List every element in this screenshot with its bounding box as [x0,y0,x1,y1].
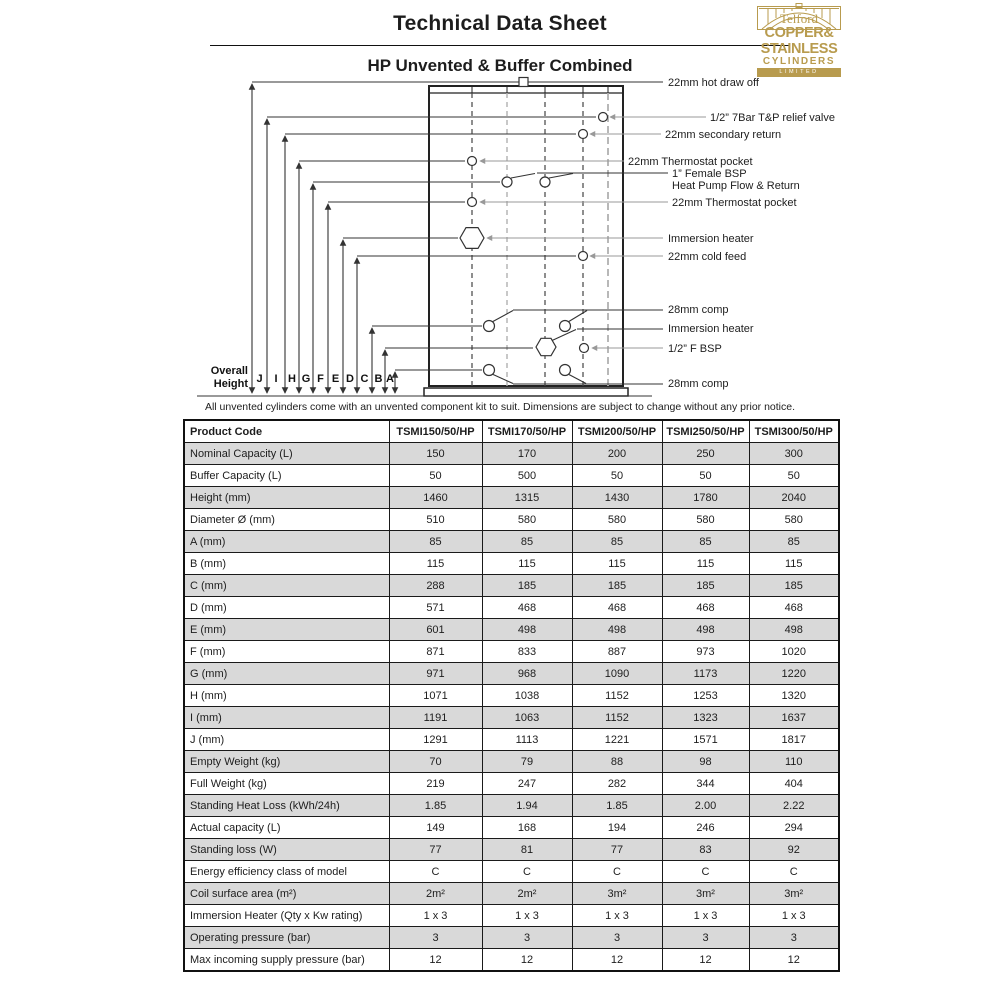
cell-value: 168 [482,817,572,839]
table-row [184,509,839,531]
cell-value: C [482,861,572,883]
dimension-letter: C [360,373,369,385]
dimension-letter: A [386,373,394,385]
cell-value: 1780 [662,487,749,509]
cell-value: 1090 [572,663,662,685]
cell-value: 468 [572,597,662,619]
row-label: Operating pressure (bar) [184,927,389,949]
cell-value: 246 [662,817,749,839]
cell-value: 1220 [749,663,839,685]
cell-value: 12 [572,949,662,972]
row-label: F (mm) [184,641,389,663]
cell-value: 498 [572,619,662,641]
cell-value: 1.85 [572,795,662,817]
cell-value: 833 [482,641,572,663]
cell-value: 1113 [482,729,572,751]
cell-value: C [662,861,749,883]
cell-value: 185 [749,575,839,597]
row-label: Diameter Ø (mm) [184,509,389,531]
table-row [184,531,839,553]
cell-value: 85 [389,531,482,553]
dimension-letter: I [274,373,278,385]
cell-value: 194 [572,817,662,839]
row-label: Nominal Capacity (L) [184,443,389,465]
cell-value: 580 [749,509,839,531]
row-label: Full Weight (kg) [184,773,389,795]
cell-value: 110 [749,751,839,773]
row-label: Actual capacity (L) [184,817,389,839]
cell-value: 580 [482,509,572,531]
cell-value: 971 [389,663,482,685]
cell-value: C [749,861,839,883]
row-label: Immersion Heater (Qty x Kw rating) [184,905,389,927]
cell-value: 81 [482,839,572,861]
dimension-letter: B [374,373,383,385]
table-row [184,663,839,685]
cell-value: 498 [482,619,572,641]
table-row [184,619,839,641]
dimension-letter: F [317,373,324,385]
table-row [184,949,839,972]
cell-value: 2.00 [662,795,749,817]
column-header-model: TSMI150/50/HP [389,420,482,443]
cell-value: 288 [389,575,482,597]
row-label: E (mm) [184,619,389,641]
cell-value: 85 [749,531,839,553]
callout-cold-feed: 22mm cold feed [668,251,747,263]
cell-value: 83 [662,839,749,861]
spec-table [183,419,840,972]
cell-value: 92 [749,839,839,861]
cell-value: 185 [662,575,749,597]
cell-value: 3 [749,927,839,949]
table-row [184,465,839,487]
table-row [184,729,839,751]
cell-value: 170 [482,443,572,465]
cell-value: 1071 [389,685,482,707]
cell-value: 1430 [572,487,662,509]
page-title: Technical Data Sheet [393,12,607,35]
f-bsp-port [580,344,589,353]
dimension-letter: H [288,373,296,385]
cell-value: 115 [482,553,572,575]
callout-tp-relief-valve: 1/2” 7Bar T&P relief valve [710,112,835,124]
cell-value: 12 [749,949,839,972]
row-label: Standing loss (W) [184,839,389,861]
table-row [184,443,839,465]
logo-copper-text: COPPER& [764,25,834,41]
cell-value: 1191 [389,707,482,729]
cell-value: 871 [389,641,482,663]
cell-value: 50 [749,465,839,487]
cell-value: 12 [662,949,749,972]
table-header-row [184,420,839,443]
cell-value: 1.85 [389,795,482,817]
cell-value: 1 x 3 [572,905,662,927]
cell-value: 2040 [749,487,839,509]
cell-value: 185 [482,575,572,597]
cell-value: 1315 [482,487,572,509]
immersion-heater-upper-hexagon [460,228,484,249]
row-label: D (mm) [184,597,389,619]
table-row [184,553,839,575]
callout-female-bsp: 1” Female BSP [672,168,747,180]
cell-value: 1 x 3 [749,905,839,927]
cell-value: 85 [662,531,749,553]
cell-value: 601 [389,619,482,641]
cell-value: 344 [662,773,749,795]
cell-value: 150 [389,443,482,465]
thermostat-pocket-lower-port [468,198,477,207]
dimension-connectors [252,82,663,370]
row-label: Standing Heat Loss (kWh/24h) [184,795,389,817]
row-label: J (mm) [184,729,389,751]
row-label: G (mm) [184,663,389,685]
tp-relief-valve-port [599,113,608,122]
table-row [184,487,839,509]
cell-value: 1291 [389,729,482,751]
cell-value: 79 [482,751,572,773]
row-label: Height (mm) [184,487,389,509]
cell-value: 1 x 3 [389,905,482,927]
cell-value: 1460 [389,487,482,509]
cell-value: 468 [662,597,749,619]
overall-height-label [211,365,249,390]
cell-value: 1.94 [482,795,572,817]
cell-value: 498 [749,619,839,641]
cell-value: 498 [662,619,749,641]
callout-f-bsp: 1/2” F BSP [668,343,722,355]
cell-value: 968 [482,663,572,685]
row-label: Empty Weight (kg) [184,751,389,773]
comp-lower-right-port [560,365,571,376]
cell-value: 468 [482,597,572,619]
cell-value: 1 x 3 [482,905,572,927]
hot-draw-off-port [519,78,528,87]
cell-value: 1063 [482,707,572,729]
cell-value: 3 [572,927,662,949]
table-row [184,839,839,861]
table-row [184,751,839,773]
row-label: Max incoming supply pressure (bar) [184,949,389,972]
comp-upper-right-port [560,321,571,332]
cell-value: 1637 [749,707,839,729]
callout-immersion-heater-lower: Immersion heater [668,323,754,335]
cell-value: 3 [482,927,572,949]
cell-value: 1038 [482,685,572,707]
column-header-model: TSMI250/50/HP [662,420,749,443]
cell-value: 88 [572,751,662,773]
cell-value: 1 x 3 [662,905,749,927]
cell-value: 12 [482,949,572,972]
cell-value: 1173 [662,663,749,685]
cell-value: 115 [389,553,482,575]
cell-value: 1323 [662,707,749,729]
row-label: B (mm) [184,553,389,575]
cell-value: 115 [749,553,839,575]
logo-stainless-text: STAINLESS [760,40,838,57]
logo-cylinders-text: CYLINDERS [762,56,836,67]
table-row [184,817,839,839]
cell-value: 12 [389,949,482,972]
row-label: C (mm) [184,575,389,597]
cell-value: 2m² [482,883,572,905]
cell-value: 1020 [749,641,839,663]
cell-value: 3 [389,927,482,949]
immersion-heater-lower-hexagon [536,338,556,355]
svg-text:Height: Height [213,378,248,390]
thermostat-pocket-upper-port [468,157,477,166]
cell-value: 98 [662,751,749,773]
callout-secondary-return: 22mm secondary return [665,129,782,141]
secondary-return-port [579,130,588,139]
page-subtitle: HP Unvented & Buffer Combined [367,56,633,75]
cell-value: 85 [572,531,662,553]
heat-pump-return-port [540,177,550,187]
comp-lower-left-port [484,365,495,376]
row-label: Buffer Capacity (L) [184,465,389,487]
table-row [184,685,839,707]
dimension-letter: E [331,373,340,385]
dimension-letter: J [256,373,263,385]
dimension-letters [256,373,394,385]
table-row [184,861,839,883]
callout-thermostat-pocket-upper: 22mm Thermostat pocket [628,156,753,168]
cell-value: 2m² [389,883,482,905]
cell-value: 973 [662,641,749,663]
column-header-product-code: Product Code [184,420,389,443]
dimension-letter: D [346,373,354,385]
cell-value: 571 [389,597,482,619]
column-header-model: TSMI200/50/HP [572,420,662,443]
cell-value: 1152 [572,685,662,707]
cell-value: 85 [482,531,572,553]
cell-value: 1253 [662,685,749,707]
cell-value: 219 [389,773,482,795]
cell-value: 510 [389,509,482,531]
cell-value: 1320 [749,685,839,707]
cell-value: 1152 [572,707,662,729]
table-row [184,575,839,597]
cell-value: 2.22 [749,795,839,817]
column-header-model: TSMI170/50/HP [482,420,572,443]
cell-value: 185 [572,575,662,597]
comp-upper-left-port [484,321,495,332]
cell-value: 1817 [749,729,839,751]
cell-value: C [389,861,482,883]
logo-limited-badge: LIMITED [757,68,841,77]
cell-value: 50 [389,465,482,487]
cell-value: 468 [749,597,839,619]
cell-value: 1571 [662,729,749,751]
diagram-note: All unvented cylinders come with an unvented component kit to suit. Dimensions are subject to change without any prior notice. [204,401,796,413]
column-header-model: TSMI300/50/HP [749,420,839,443]
row-label: Energy efficiency class of model [184,861,389,883]
cell-value: C [572,861,662,883]
cell-value: 50 [662,465,749,487]
table-row [184,773,839,795]
cell-value: 115 [662,553,749,575]
svg-text:Overall: Overall [210,365,248,377]
cell-value: 1221 [572,729,662,751]
cell-value: 77 [389,839,482,861]
table-row [184,883,839,905]
cell-value: 580 [572,509,662,531]
table-row [184,707,839,729]
cell-value: 580 [662,509,749,531]
cell-value: 3m² [572,883,662,905]
cell-value: 250 [662,443,749,465]
table-row [184,597,839,619]
cell-value: 3m² [662,883,749,905]
table-row [184,905,839,927]
callout-heat-pump-flow-return: Heat Pump Flow & Return [672,180,800,192]
callout-comp-upper: 28mm comp [668,304,729,316]
logo-brand-text: Telford [779,11,819,26]
cell-value: 404 [749,773,839,795]
cell-value: 500 [482,465,572,487]
row-label: I (mm) [184,707,389,729]
cell-value: 294 [749,817,839,839]
cell-value: 300 [749,443,839,465]
cell-value: 50 [572,465,662,487]
cell-value: 3 [662,927,749,949]
cylinder-base [424,388,628,396]
cell-value: 887 [572,641,662,663]
callout-labels [628,77,835,390]
connection-ports [460,78,608,376]
heat-pump-flow-port [502,177,512,187]
row-label: Coil surface area (m²) [184,883,389,905]
callout-hot-draw-off: 22mm hot draw off [668,77,759,89]
row-label: H (mm) [184,685,389,707]
callout-thermostat-pocket-lower: 22mm Thermostat pocket [672,197,797,209]
cell-value: 70 [389,751,482,773]
table-row [184,927,839,949]
cell-value: 3m² [749,883,839,905]
table-row [184,795,839,817]
cell-value: 200 [572,443,662,465]
table-row [184,641,839,663]
row-label: A (mm) [184,531,389,553]
cylinder-body [424,86,628,396]
cell-value: 115 [572,553,662,575]
cell-value: 149 [389,817,482,839]
dimension-letter: G [301,373,311,385]
cell-value: 282 [572,773,662,795]
callout-immersion-heater-upper: Immersion heater [668,233,754,245]
cold-feed-port [579,252,588,261]
cell-value: 247 [482,773,572,795]
cell-value: 77 [572,839,662,861]
callout-comp-lower: 28mm comp [668,378,729,390]
cylinder-diagram [0,0,1000,420]
